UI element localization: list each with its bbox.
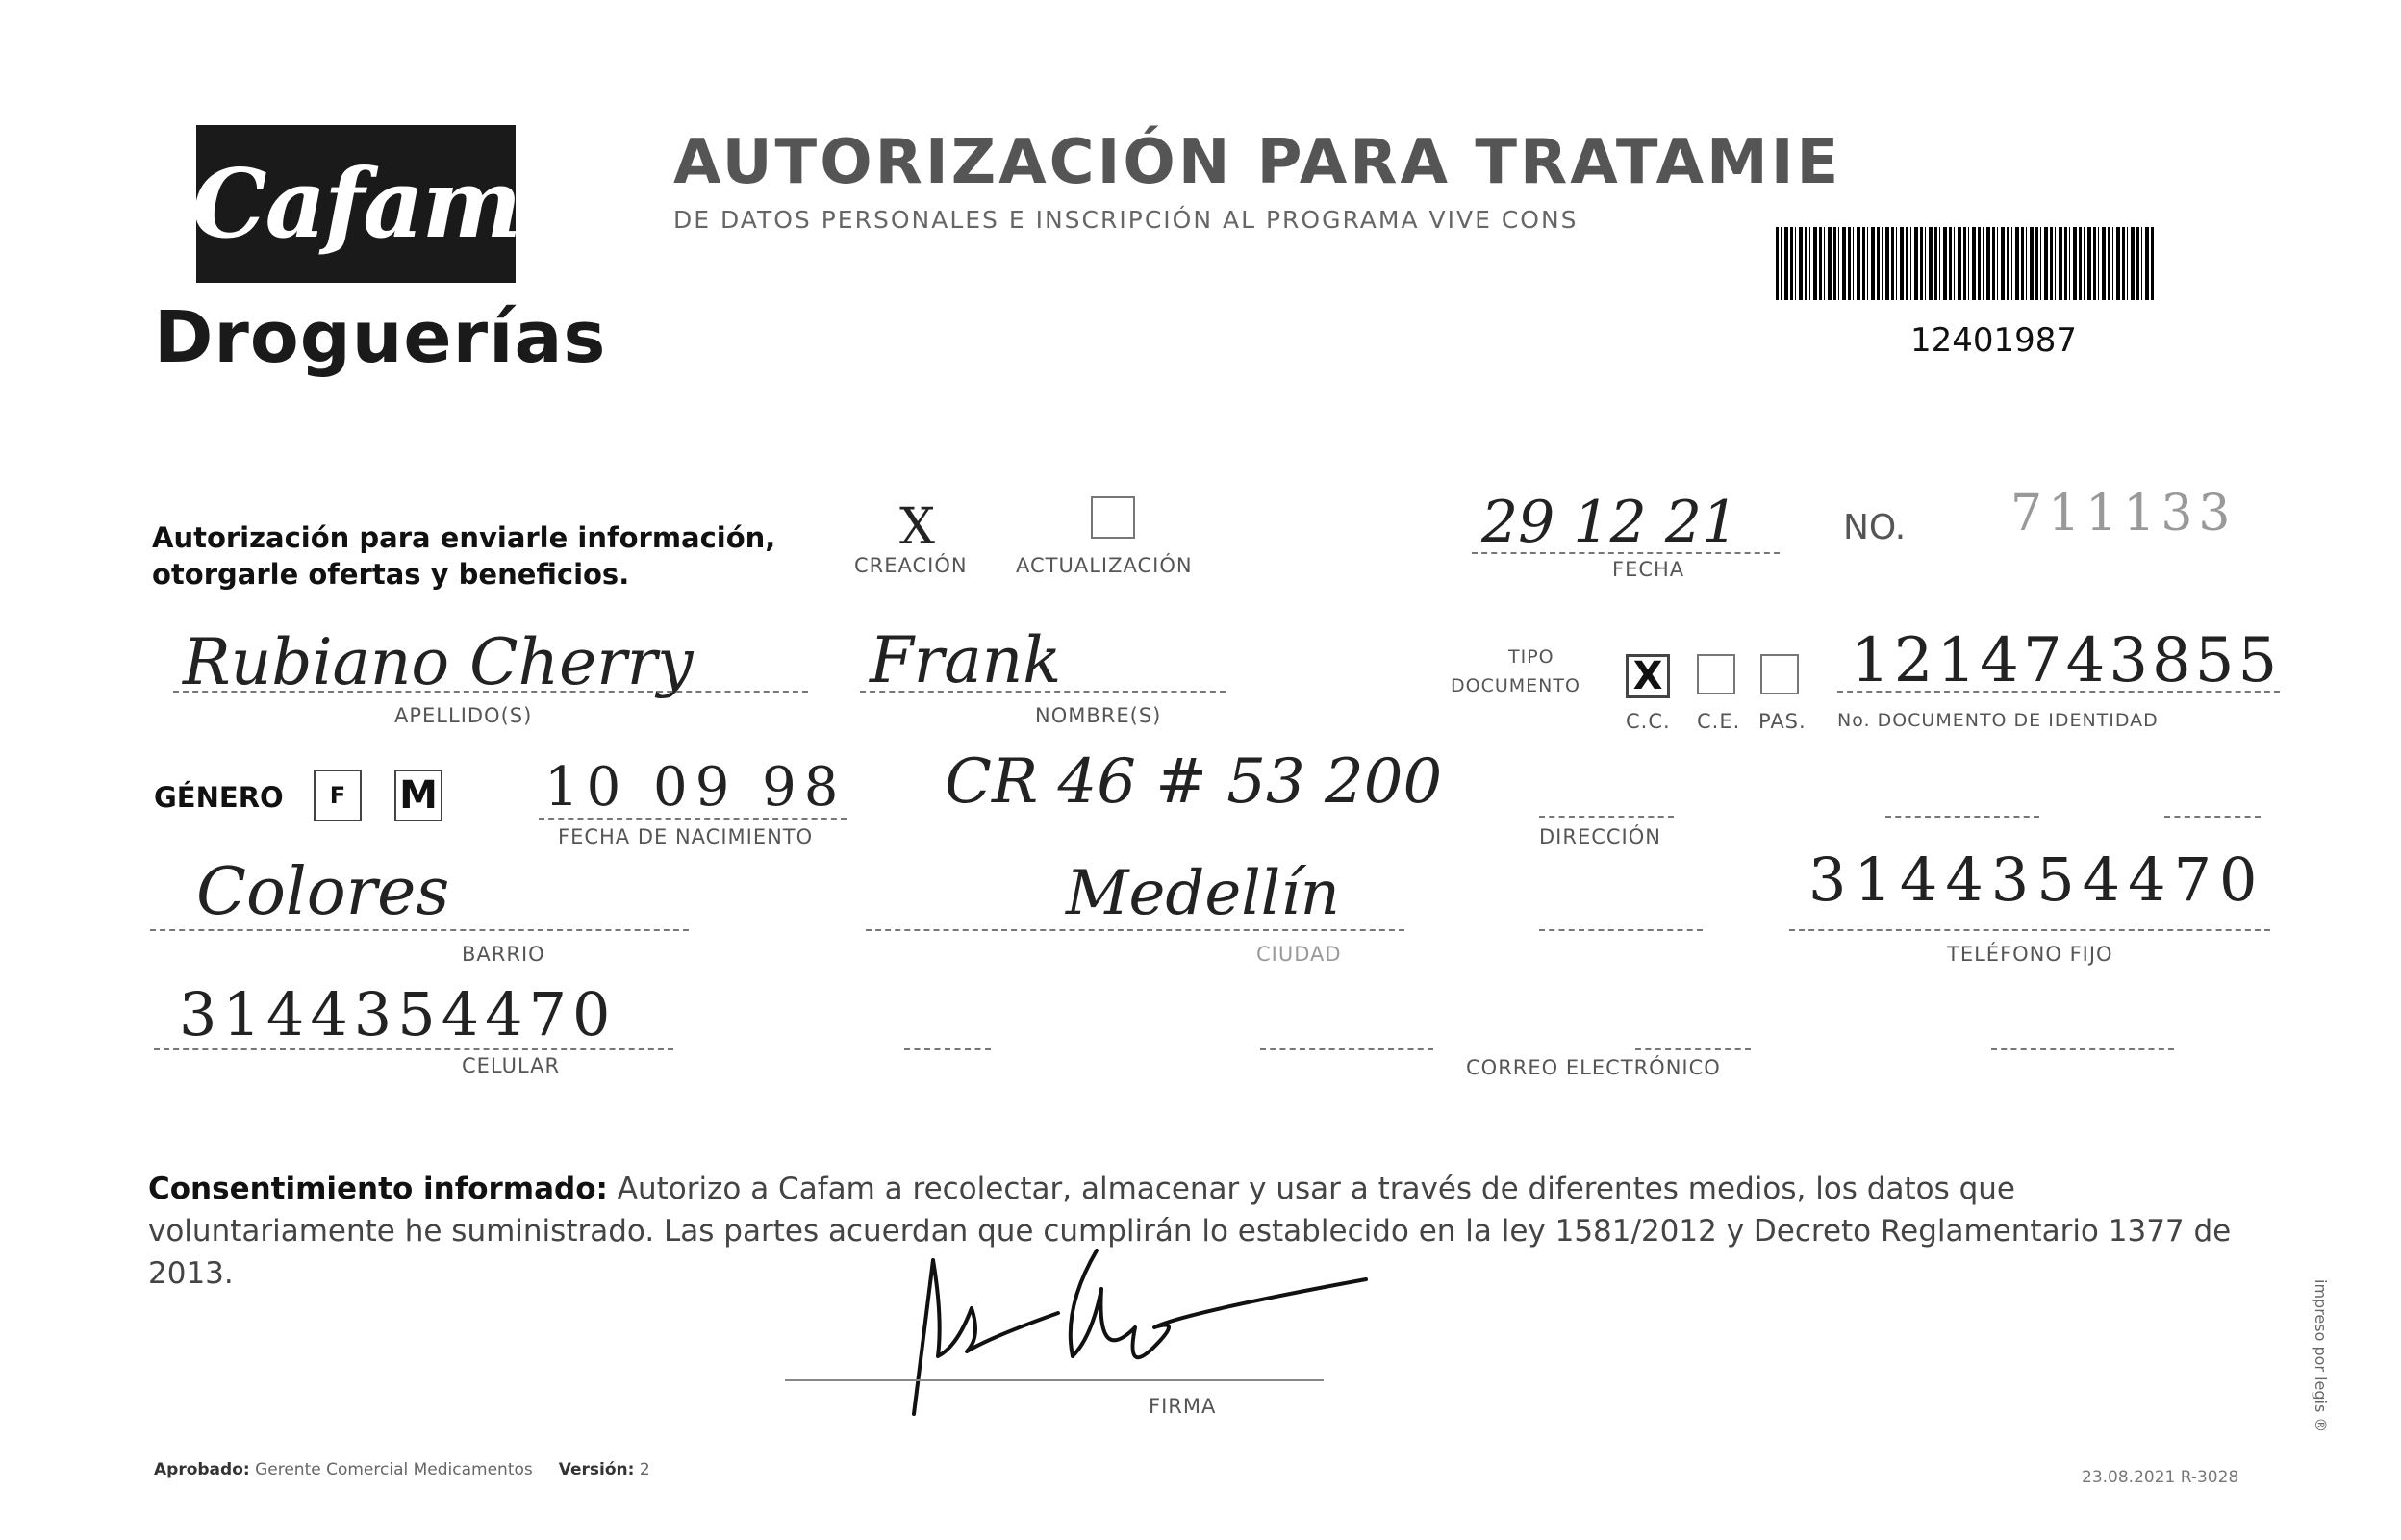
documento-value: 1214743855 (1851, 625, 2282, 696)
documento-label: No. DOCUMENTO DE IDENTIDAD (1837, 710, 2159, 731)
documento-underline (1837, 691, 2280, 693)
barcode-graphic (1776, 227, 2155, 300)
version-label: Versión: (558, 1460, 635, 1479)
authorization-line-2: otorgarle ofertas y beneficios. (152, 558, 630, 591)
direccion-value: CR 46 # 53 200 (945, 746, 1443, 818)
nacimiento-underline (539, 818, 847, 820)
cc-mark: X (1632, 654, 1663, 698)
genero-m-text: M (399, 773, 438, 818)
direccion-label: DIRECCIÓN (1539, 825, 1661, 848)
barrio-label: BARRIO (462, 943, 545, 966)
barrio-underline (150, 929, 689, 931)
cafam-logo (191, 125, 520, 283)
creacion-label: CREACIÓN (854, 554, 968, 577)
telefono-underline (1789, 929, 2270, 931)
approved-label: Aprobado: (154, 1460, 250, 1479)
authorization-heading (152, 519, 775, 593)
barcode-number: 12401987 (1910, 321, 2078, 360)
tipo-documento-label-1: TIPO (1508, 646, 1554, 668)
direccion-underline-3 (2164, 816, 2261, 818)
document-subtitle: DE DATOS PERSONALES E INSCRIPCIÓN AL PROGRAMA VIVE CONS (673, 206, 1579, 234)
actualizacion-checkbox[interactable] (1091, 496, 1135, 539)
barrio-value: Colores (196, 854, 450, 930)
creacion-mark: X (899, 498, 936, 556)
telefono-label: TELÉFONO FIJO (1947, 943, 2113, 966)
cc-label: C.C. (1626, 710, 1671, 733)
correo-underline-1 (904, 1048, 991, 1050)
correo-underline-4 (1991, 1048, 2174, 1050)
version-text: 2 (634, 1460, 650, 1479)
footer-right: 23.08.2021 R-3028 (2082, 1468, 2239, 1487)
no-value: 711133 (2010, 485, 2237, 543)
nacimiento-value: 10 09 98 (544, 756, 847, 819)
footer-left (154, 1460, 650, 1479)
pas-label: PAS. (1758, 710, 1807, 733)
nombres-label: NOMBRE(S) (1035, 704, 1162, 727)
brand-subtitle: Droguerías (154, 296, 607, 379)
genero-f-text: F (329, 782, 346, 809)
nacimiento-label: FECHA DE NACIMIENTO (558, 825, 814, 848)
approved-text: Gerente Comercial Medicamentos (249, 1460, 533, 1479)
apellidos-value: Rubiano Cherry (183, 625, 694, 699)
celular-label: CELULAR (462, 1054, 561, 1077)
consent-heading: Consentimiento informado: (148, 1172, 608, 1206)
ce-checkbox[interactable] (1697, 654, 1735, 694)
direccion-underline-2 (1885, 816, 2039, 818)
apellidos-underline (173, 691, 808, 693)
ciudad-label: CIUDAD (1256, 943, 1342, 966)
correo-underline-3 (1635, 1048, 1751, 1050)
consent-text: Autorizo a Cafam a recolectar, almacenar y usar a través de diferentes medios, los datos que voluntariamente he suministrado. Las partes acuerdan que cumplirán lo establecido en la ley 1581/2012 y Decreto Reglamentario 1377 de 2013. (148, 1172, 2232, 1291)
side-print-mark: impreso por legis ® (2312, 1279, 2330, 1433)
telefono-value: 3144354470 (1808, 845, 2265, 915)
cc-checkbox[interactable] (1626, 654, 1670, 698)
direccion-underline-1 (1539, 816, 1674, 818)
signature-label: FIRMA (1149, 1395, 1217, 1418)
telefono-underline-left (1539, 929, 1703, 931)
genero-label: GÉNERO (154, 781, 284, 814)
ciudad-underline (866, 929, 1404, 931)
signature-drawing (866, 1231, 1404, 1424)
pas-checkbox[interactable] (1760, 654, 1799, 694)
nombres-value: Frank (870, 623, 1062, 697)
correo-label: CORREO ELECTRÓNICO (1466, 1056, 1721, 1079)
nombres-underline (860, 691, 1226, 693)
tipo-documento-label-2: DOCUMENTO (1451, 675, 1580, 696)
ce-label: C.E. (1697, 710, 1741, 733)
genero-m-checkbox[interactable] (394, 770, 442, 821)
actualizacion-label: ACTUALIZACIÓN (1016, 554, 1193, 577)
correo-underline-2 (1260, 1048, 1433, 1050)
signature-line (785, 1379, 1324, 1381)
apellidos-label: APELLIDO(S) (394, 704, 533, 727)
logo-text: Cafam (191, 148, 520, 260)
signature-stroke (914, 1250, 1366, 1414)
genero-f-checkbox[interactable] (314, 770, 362, 821)
fecha-label: FECHA (1612, 558, 1685, 581)
fecha-underline (1472, 552, 1780, 554)
celular-value: 3144354470 (179, 979, 617, 1049)
celular-underline (154, 1048, 673, 1050)
authorization-line-1: Autorización para enviarle información, (152, 521, 776, 554)
fecha-value: 29 12 21 (1481, 489, 1739, 556)
ciudad-value: Medellín (1066, 858, 1340, 929)
no-label: NO. (1843, 508, 1907, 547)
document-title: AUTORIZACIÓN PARA TRATAMIE (673, 127, 1842, 198)
